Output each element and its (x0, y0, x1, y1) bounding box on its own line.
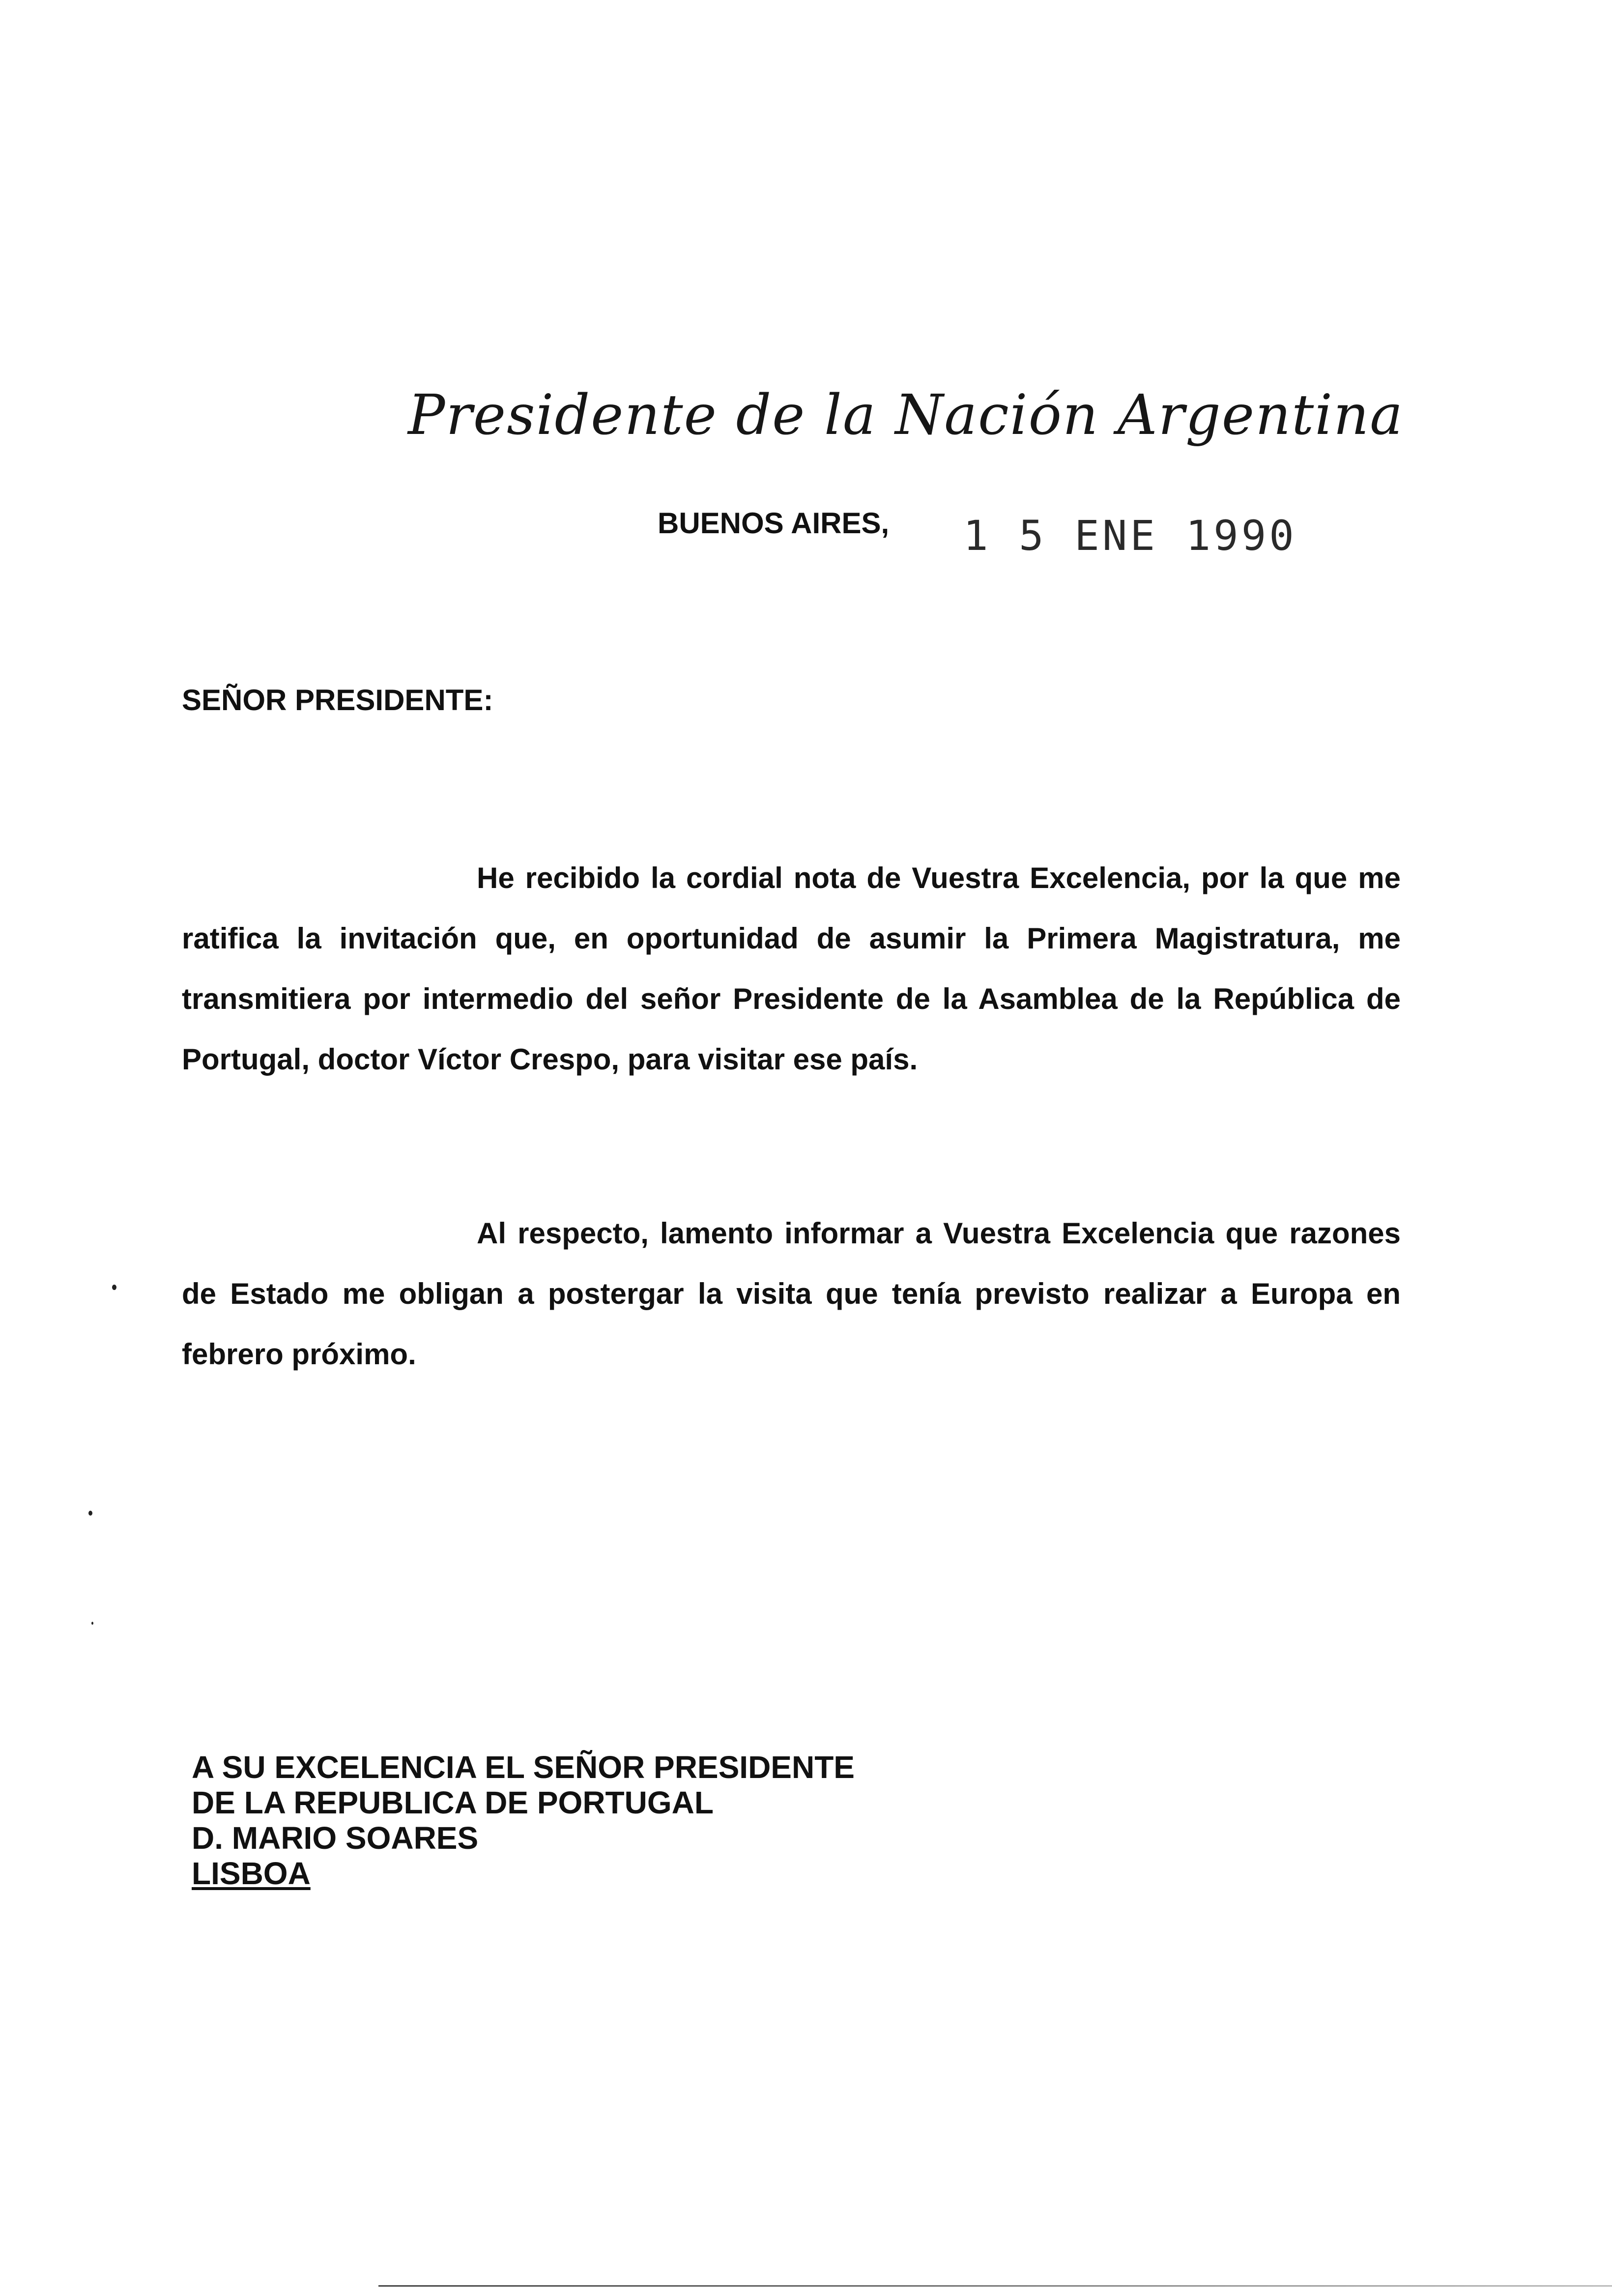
recipient-line-4: LISBOA (192, 1856, 311, 1891)
letterhead-script-title: Presidente de la Nación Argentina (408, 383, 1404, 447)
scan-speck (112, 1285, 116, 1290)
salutation: SEÑOR PRESIDENTE: (182, 684, 493, 717)
recipient-line-2: DE LA REPUBLICA DE PORTUGAL (192, 1785, 714, 1820)
body-paragraph-2: Al respecto, lamento informar a Vuestra Excelencia que razones de Estado me obligan a postergar la visita que tenía previsto realizar a Europa en febrero próximo. (182, 1217, 1401, 1371)
scan-speck (91, 1622, 93, 1625)
date-stamp: 1 5 ENE 1990 (963, 512, 1297, 560)
recipient-line-3: D. MARIO SOARES (192, 1820, 479, 1856)
body-paragraph-1: He recibido la cordial nota de Vuestra Excelencia, por la que me ratifica la invitación que, en oportunidad de asumir la Primera Magistratura, me transmitiera por intermedio del señor Presidente de la Asamblea de la República de Portugal, doctor Víctor Crespo, para visitar ese país. (182, 861, 1401, 1076)
recipient-address (192, 1750, 855, 1891)
city-label: BUENOS AIRES, (658, 507, 890, 540)
scan-speck (88, 1511, 92, 1516)
recipient-line-1: A SU EXCELENCIA EL SEÑOR PRESIDENTE (192, 1750, 855, 1785)
scan-edge-line (378, 2285, 1612, 2287)
